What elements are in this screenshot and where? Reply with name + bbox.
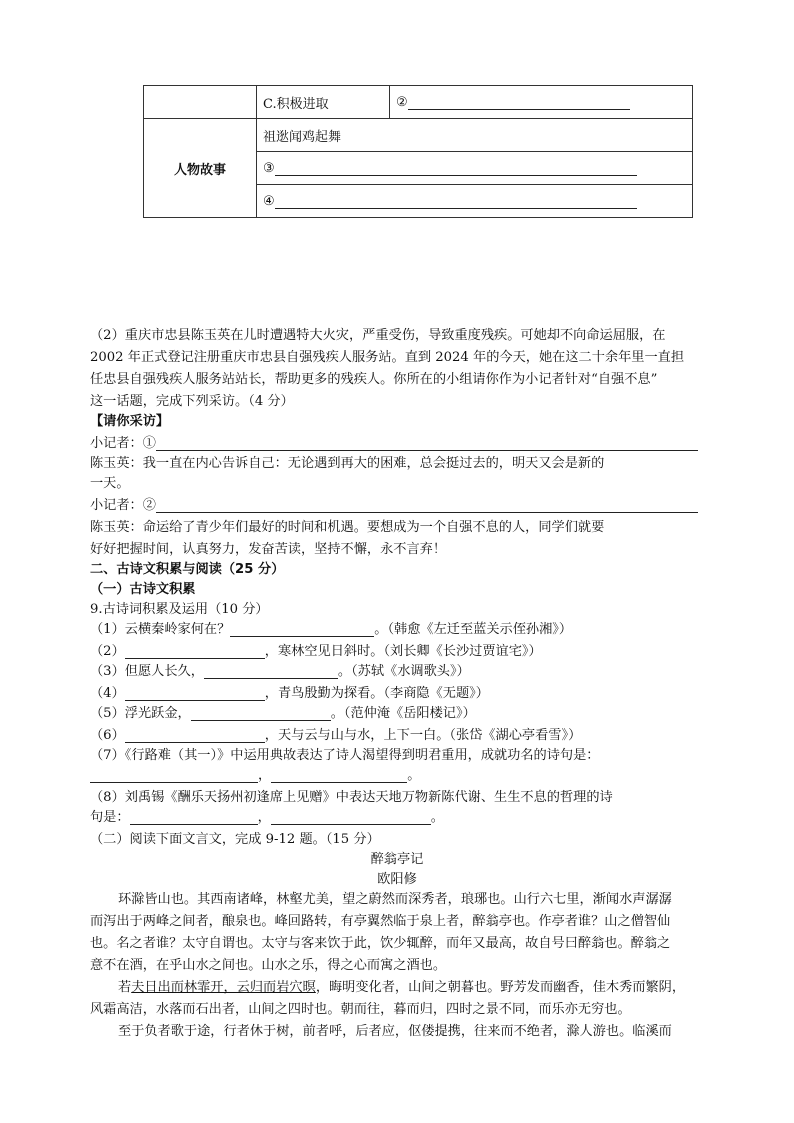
- poem-item: [90, 682, 489, 701]
- subsection-title: （二）阅读下面文言文，完成 9-12 题。（15 分）: [90, 832, 380, 847]
- interview-answer: 陈玉英：我一直在内心告诉自己：无论遇到再大的困难，总会挺过去的，明天又会是新的: [90, 456, 605, 471]
- answer-blank[interactable]: [408, 97, 630, 110]
- answer-blank[interactable]: [191, 708, 331, 721]
- q2-line: 这一话题，完成下列采访。（4 分）: [90, 394, 294, 409]
- answer-blank[interactable]: [230, 624, 374, 637]
- poem-item: [90, 724, 581, 743]
- question-title: 9.古诗词积累及运用（10 分）: [90, 602, 269, 617]
- answer-blank[interactable]: [271, 812, 431, 825]
- q2-line: 2002 年正式登记注册重庆市忠县自强残疾人服务站。直到 2024 年的今天，她在这二十余年里一直担: [90, 350, 685, 365]
- section-title: 二、古诗文积累与阅读（25 分）: [90, 562, 285, 577]
- passage-line: 环滁皆山也。其西南诸峰，林壑尤美，望之蔚然而深秀者，琅琊也。山行六七里，渐闻水声潺潺: [118, 892, 672, 907]
- punctuation: 。: [430, 810, 444, 825]
- answer-blank[interactable]: [125, 730, 265, 743]
- blank-number: ②: [396, 94, 408, 110]
- table-cell-answer[interactable]: [390, 86, 693, 119]
- table-cell-empty: [144, 86, 257, 119]
- table-row: [144, 119, 693, 152]
- reporter-label: 小记者：①: [90, 436, 156, 451]
- answer-blank[interactable]: [125, 688, 265, 701]
- item-text: （4）: [90, 686, 125, 701]
- interview-answer: 陈玉英：命运给了青少年们最好的时间和机遇。要想成为一个自强不息的人，同学们就要: [90, 520, 605, 535]
- poem-answer-line: [90, 764, 420, 783]
- passage-text: 若: [118, 980, 132, 995]
- item-text: （2）: [90, 644, 125, 659]
- blank-number: ③: [263, 160, 275, 176]
- interview-title: 【请你采访】: [90, 414, 170, 429]
- item-text: 。（苏轼《水调歌头》）: [337, 664, 470, 679]
- table-row: [144, 86, 693, 119]
- passage-title: 醉翁亭记: [370, 852, 424, 867]
- item-text: （1）云横秦岭家何在？: [90, 622, 231, 637]
- item-text: （5）浮光跃金，: [90, 706, 191, 721]
- passage-line: 意不在酒，在乎山水之间也。山水之乐，得之心而寓之酒也。: [90, 958, 447, 973]
- table-cell: 祖逖闻鸡起舞: [257, 119, 693, 152]
- interview-answer: 好好把握时间，认真努力，发奋苦读，坚持不懈，永不言弃！: [90, 542, 447, 557]
- blank-number: ④: [263, 193, 275, 209]
- answer-blank[interactable]: [156, 500, 698, 513]
- answer-blank[interactable]: [271, 770, 407, 783]
- passage-line: 风霜高洁，水落而石出者，山间之四时也。朝而往，暮而归，四时之景不同，而乐亦无穷也。: [90, 1002, 631, 1017]
- passage-line: 至于负者歌于途，行者休于树，前者呼，后者应，伛偻提携，往来而不绝者，滁人游也。临溪而: [118, 1024, 672, 1039]
- item-text: ，寒林空见日斜时。（刘长卿《长沙过贾谊宅》）: [264, 644, 542, 659]
- reporter-question: [90, 432, 698, 451]
- item-text: 。（范仲淹《岳阳楼记》）: [330, 706, 476, 721]
- poem-item: [90, 702, 476, 721]
- answer-blank[interactable]: [130, 812, 258, 825]
- item-text: 。（韩愈《左迁至蓝关示侄孙湘》）: [374, 622, 573, 637]
- underlined-sentence: 夫日出而林霏开，云归而岩穴暝: [131, 980, 316, 995]
- punctuation: ，: [258, 768, 272, 783]
- item-text: 句是：: [90, 810, 130, 825]
- interview-answer: 一天。: [90, 476, 130, 491]
- punctuation: 。: [407, 768, 421, 783]
- summary-table: [143, 85, 693, 218]
- answer-blank[interactable]: [275, 163, 637, 176]
- table-cell-answer[interactable]: [257, 152, 693, 185]
- item-text: ，青鸟殷勤为探看。（李商隐《无题》）: [264, 686, 489, 701]
- reporter-label: 小记者：②: [90, 498, 156, 513]
- passage-text: ，晦明变化者，山间之朝暮也。野芳发而幽香，佳木秀而繁阴，: [315, 980, 686, 995]
- answer-blank[interactable]: [156, 438, 698, 451]
- subsection-title: （一）古诗文积累: [90, 582, 196, 597]
- answer-blank[interactable]: [90, 770, 258, 783]
- poem-item: （8）刘禹锡《酬乐天扬州初逢席上见赠》中表达天地万物新陈代谢、生生不息的哲理的诗: [90, 790, 613, 805]
- answer-blank[interactable]: [275, 196, 637, 209]
- poem-item: [90, 640, 542, 659]
- poem-item: （7）《行路难（其一）》中运用典故表达了诗人渴望得到明君重用，成就功名的诗句是：: [90, 748, 600, 763]
- item-text: ，天与云与山与水，上下一白。（张岱《湖心亭看雪》）: [264, 728, 582, 743]
- table-category: 人物故事: [144, 119, 257, 218]
- q2-line: 任忠县自强残疾人服务站站长，帮助更多的残疾人。你所在的小组请你作为小记者针对“自强不息”: [90, 372, 658, 387]
- item-text: （6）: [90, 728, 125, 743]
- passage-author: 欧阳修: [377, 872, 417, 887]
- passage-line: 而泻出于两峰之间者，酿泉也。峰回路转，有亭翼然临于泉上者，醉翁亭也。作亭者谁？山之僧智仙: [90, 914, 671, 929]
- table-cell: C.积极进取: [257, 86, 390, 119]
- poem-item: [90, 618, 572, 637]
- answer-blank[interactable]: [125, 646, 265, 659]
- poem-answer-line: [90, 806, 444, 825]
- item-text: （3）但愿人长久，: [90, 664, 204, 679]
- q2-line: （2）重庆市忠县陈玉英在儿时遭遇特大火灾，严重受伤，导致重度残疾。可她却不向命运屈服，在: [90, 328, 666, 343]
- punctuation: ，: [257, 810, 271, 825]
- table-cell-answer[interactable]: [257, 185, 693, 218]
- passage-line: 也。名之者谁？太守自谓也。太守与客来饮于此，饮少辄醉，而年又最高，故自号曰醉翁也。醉翁之: [90, 936, 671, 951]
- reporter-question: [90, 494, 698, 513]
- answer-blank[interactable]: [204, 666, 338, 679]
- poem-item: [90, 660, 470, 679]
- passage-line: [118, 976, 685, 995]
